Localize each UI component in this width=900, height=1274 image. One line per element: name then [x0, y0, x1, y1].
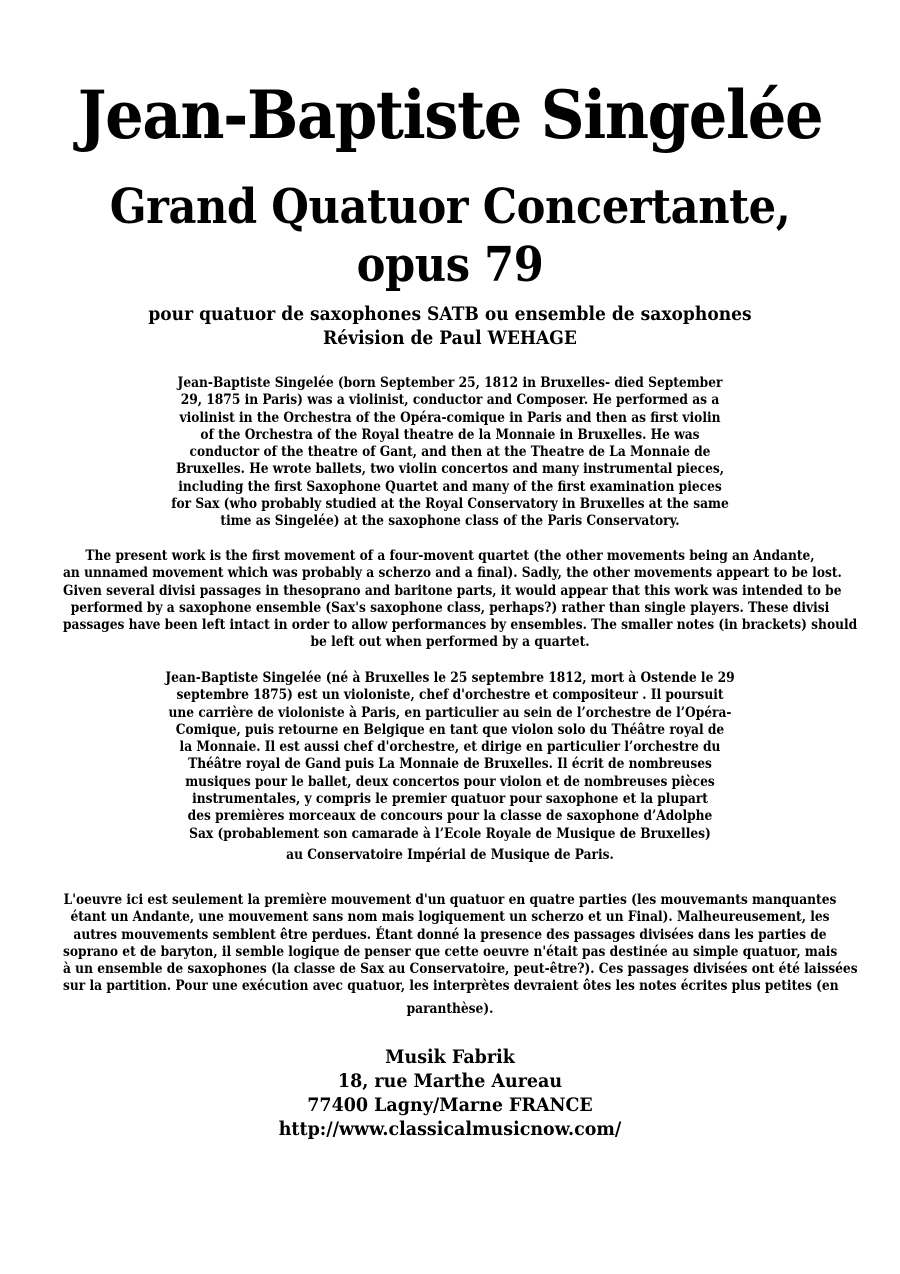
english-biography-paragraph [99, 375, 801, 531]
text-line: Comique, puis retourne en Belgique en tant que violon solo du Théâtre royal de [175, 721, 725, 738]
text-line: L'oeuvre ici est seulement la première mouvement d'un quatuor en quatre parties (les mouvemants manquantes [63, 892, 837, 908]
text-line: au Conservatoire Impérial de Musique de Paris. [286, 846, 614, 863]
text-line: violinist in the Orchestra of the Opéra-comique in Paris and then as first violin [179, 409, 721, 426]
text-line: an unnamed movement which was probably a scherzo and a final). Sadly, the other movements appeart to be lost. [63, 565, 842, 582]
french-work-last-line: paranthèse). [406, 1001, 494, 1017]
text-line: for Sax (who probably studied at the Royal Conservatory in Bruxelles at the same [171, 496, 729, 513]
text-line: of the Orchestra of the Royal theatre de la Monnaie in Bruxelles. He was [200, 426, 700, 443]
text-line: la Monnaie. Il est aussi chef d'orchestre, et dirige en particulier l’orchestre du [179, 739, 721, 756]
composer-name: Jean-Baptiste Singelée [77, 76, 823, 154]
work-title-line-2: opus 79 [356, 237, 544, 293]
text-line: autres mouvements semblent être perdues. Étant donné la presence des passages divisées dans les parties de [73, 926, 827, 943]
work-title [45, 178, 855, 294]
publisher-street: 18, rue Marthe Aureau [337, 1070, 563, 1092]
text-line: performed by a saxophone ensemble (Sax's saxophone class, perhaps?) rather than single players. These divisi [70, 599, 830, 616]
text-line: Sax (probablement son camarade à l’Ecole Royale de Musique de Bruxelles) [189, 825, 711, 842]
subtitle [45, 302, 855, 350]
text-line: conductor of the theatre of Gant, and then at the Theatre de La Monnaie de [189, 444, 711, 461]
publisher-url: http://www.classicalmusicnow.com/ [278, 1118, 622, 1140]
french-biography-paragraph [99, 670, 801, 864]
text-line: septembre 1875) est un violoniste, chef d'orchestre et compositeur . Il poursuit [176, 687, 724, 704]
text-line: Given several divisi passages in thesoprano and baritone parts, it would appear that this work was intended to be [63, 582, 842, 599]
publisher-city: 77400 Lagny/Marne FRANCE [307, 1094, 593, 1116]
text-line: musiques pour le ballet, deux concertos pour violon et de nombreuses pièces [185, 773, 715, 790]
english-work-paragraph [63, 548, 858, 652]
text-line: 29, 1875 in Paris) was a violinist, conductor and Composer. He performed as a [180, 392, 720, 409]
text-line: Théâtre royal de Gand puis La Monnaie de Bruxelles. Il écrit de nombreuses [188, 756, 712, 773]
text-line: instrumentales, y compris le premier quatuor pour saxophone et la plupart [192, 791, 708, 808]
work-title-line-1: Grand Quatuor Concertante, [109, 179, 791, 235]
instrumentation-line: pour quatuor de saxophones SATB ou ensemble de saxophones [148, 303, 752, 325]
text-line: time as Singelée) at the saxophone class of the Paris Conservatory. [220, 513, 680, 530]
text-line: des premières morceaux de concours pour la classe de saxophone d’Adolphe [187, 808, 713, 825]
publisher-name: Musik Fabrik [385, 1046, 515, 1068]
text-line: Jean-Baptiste Singelée (né à Bruxelles le 25 septembre 1812, mort à Ostende le 29 [165, 670, 735, 686]
text-line: Bruxelles. He wrote ballets, two violin concertos and many instrumental pieces, [175, 461, 725, 478]
text-line: une carrière de violoniste à Paris, en particulier au sein de l’orchestre de l’Opéra- [168, 704, 732, 721]
text-line: be left out when performed by a quartet. [310, 634, 590, 651]
text-line: The present work is the first movement of a four-movent quartet (the other movements being an Andante, [85, 548, 815, 564]
text-line: sur la partition. Pour une exécution avec quatuor, les interprètes devraient ôtes les notes écrites plus petites (en [63, 978, 839, 995]
revision-line: Révision de Paul WEHAGE [323, 327, 577, 349]
text-line: étant un Andante, une mouvement sans nom mais logiquement un scherzo et un Final). Malheureusement, les [70, 909, 830, 926]
french-work-paragraph [63, 892, 858, 996]
publisher-block [36, 1045, 864, 1141]
text-line: including the first Saxophone Quartet and many of the first examination pieces [178, 478, 722, 495]
text-line: à un ensemble de saxophones (la classe de Sax au Conservatoire, peut-être?). Ces passages divisées ont été laissées [63, 961, 858, 978]
text-line: Jean-Baptiste Singelée (born September 25, 1812 in Bruxelles- died September [177, 375, 723, 391]
text-line: passages have been left intact in order to allow performances by ensembles. The smaller notes (in brackets) should [63, 617, 858, 634]
text-line: soprano et de baryton, il semble logique de penser que cette oeuvre n'était pas destinée au simple quatuor, mais [63, 943, 838, 960]
